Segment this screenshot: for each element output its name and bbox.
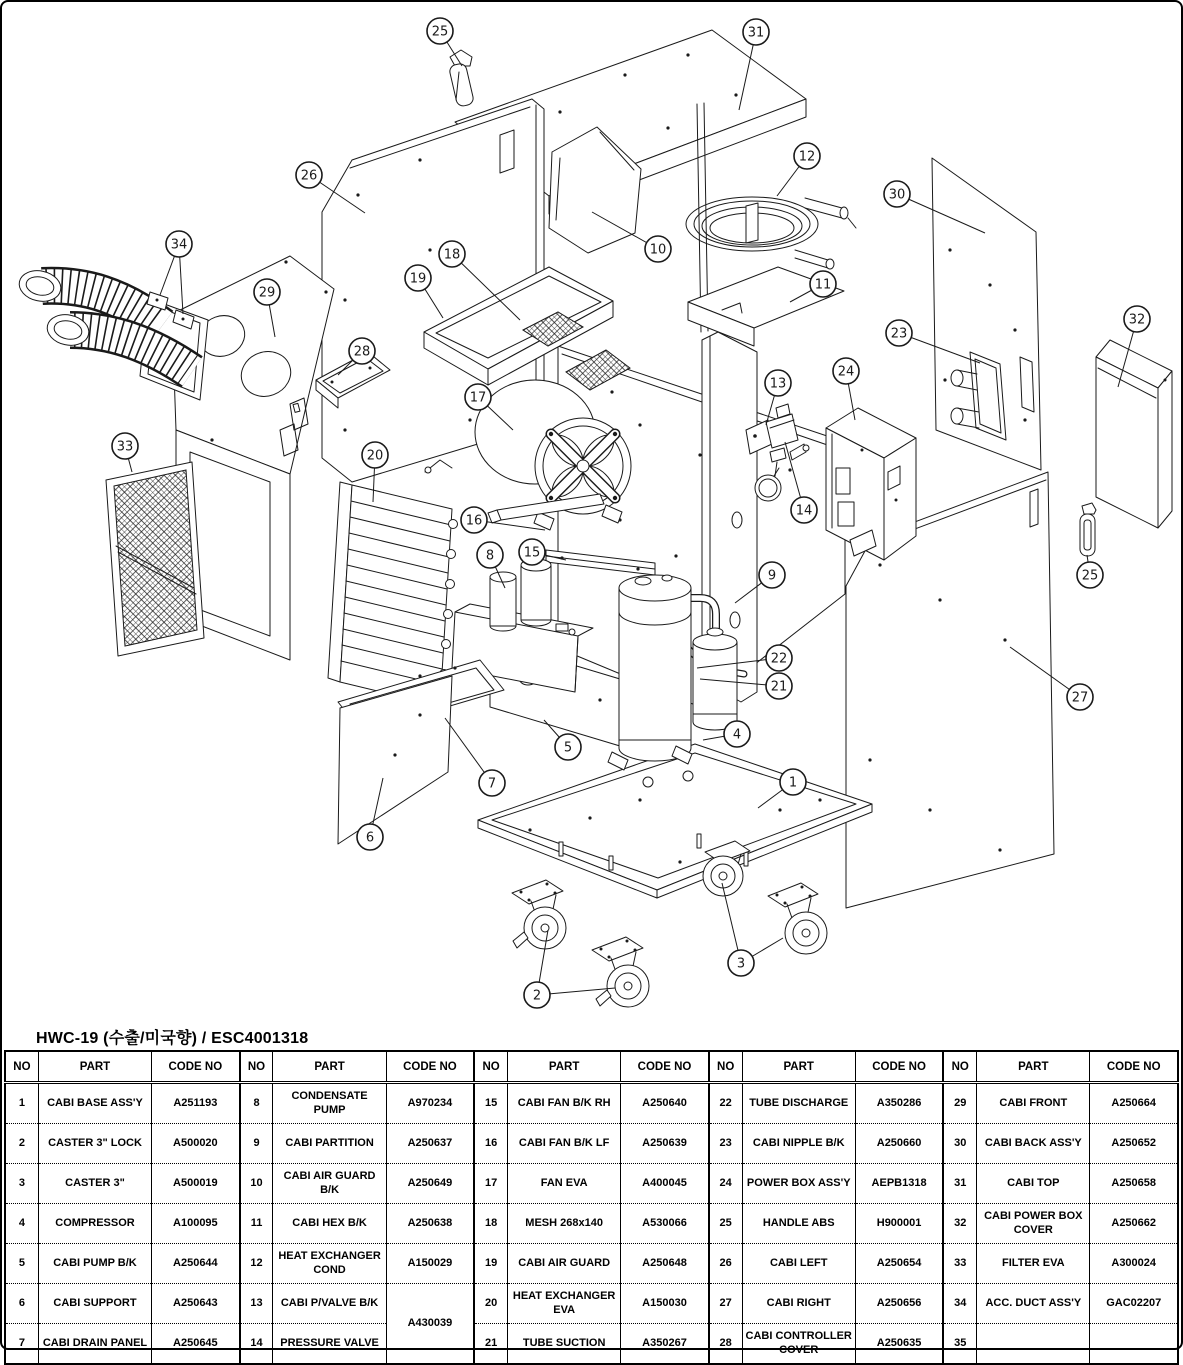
cell-part-20: HEAT EXCHANGER EVA [508,1284,621,1324]
cell-code-10: A250649 [386,1164,474,1204]
cell-no-5: 5 [5,1244,38,1284]
cell-code-34: GAC02207 [1090,1284,1178,1324]
part-32-power-box-cover [1096,340,1172,528]
cell-code-31: A250658 [1090,1164,1178,1204]
callout-number: 18 [443,247,461,263]
caster-lock-mid [592,937,649,1007]
cell-code-22: A350286 [855,1083,943,1124]
cell-no-29: 29 [943,1083,976,1124]
caster-right-front [768,883,827,954]
callout-number: 21 [770,679,788,695]
cell-no-2: 2 [5,1124,38,1164]
header-code-no-g2: CODE NO [621,1051,709,1083]
cell-no-4: 4 [5,1204,38,1244]
table-header-row [5,1051,1178,1083]
cell-no-3: 3 [5,1164,38,1204]
cell-code-18: A530066 [621,1204,709,1244]
part-25-handle-top [448,50,474,107]
header-part-g0: PART [38,1051,151,1083]
cell-part-10: CABI AIR GUARD B/K [273,1164,386,1204]
callout-number: 30 [888,187,906,203]
callout-number: 8 [485,548,495,564]
cell-part-18: MESH 268x140 [508,1204,621,1244]
cell-no-13: 13 [240,1284,273,1324]
cell-no-9: 9 [240,1124,273,1164]
part-1-base-assy [478,744,872,898]
cell-part-29: CABI FRONT [977,1083,1090,1124]
cell-no-6: 6 [5,1284,38,1324]
header-code-no-g3: CODE NO [855,1051,943,1083]
part-24-power-box [826,408,916,560]
callout-number: 20 [366,448,384,464]
cell-no-16: 16 [474,1124,507,1164]
cell-code-7: A250645 [152,1324,240,1365]
callout-number: 5 [563,740,573,756]
cell-code-6: A250643 [152,1284,240,1324]
cell-no-7: 7 [5,1324,38,1365]
callout-number: 12 [798,149,816,165]
cell-part-32: CABI POWER BOX COVER [977,1204,1090,1244]
cell-code-20: A150030 [621,1284,709,1324]
cell-part-27: CABI RIGHT [742,1284,855,1324]
cell-code-26: A250654 [855,1244,943,1284]
callout-number: 32 [1128,312,1146,328]
callout-number: 24 [837,364,855,380]
callout-number: 33 [116,439,134,455]
cell-code-35 [1090,1324,1178,1365]
part-20-hx-eva [328,460,458,706]
cell-part-19: CABI AIR GUARD [508,1244,621,1284]
cell-no-22: 22 [709,1083,742,1124]
cell-part-28: CABI CONTROLLER COVER [742,1324,855,1365]
header-no-g1: NO [240,1051,273,1083]
cell-no-32: 32 [943,1204,976,1244]
cell-part-30: CABI BACK ASS'Y [977,1124,1090,1164]
cell-no-25: 25 [709,1204,742,1244]
cell-part-34: ACC. DUCT ASS'Y [977,1284,1090,1324]
cell-code-17: A400045 [621,1164,709,1204]
cell-no-20: 20 [474,1284,507,1324]
cell-code-29: A250664 [1090,1083,1178,1124]
callout-number: 13 [769,376,787,392]
cell-part-3: CASTER 3" [38,1164,151,1204]
cell-part-23: CABI NIPPLE B/K [742,1124,855,1164]
cell-code-4: A100095 [152,1204,240,1244]
callout-number: 26 [300,168,318,184]
cell-part-11: CABI HEX B/K [273,1204,386,1244]
cell-code-33: A300024 [1090,1244,1178,1284]
callout-number: 4 [732,727,742,743]
cell-part-16: CABI FAN B/K LF [508,1124,621,1164]
cell-no-10: 10 [240,1164,273,1204]
cell-code-8: A970234 [386,1083,474,1124]
header-no-g3: NO [709,1051,742,1083]
header-part-g2: PART [508,1051,621,1083]
cell-no-14: 14 [240,1324,273,1365]
callout-number: 29 [258,285,276,301]
cell-no-33: 33 [943,1244,976,1284]
cell-code-19: A250648 [621,1244,709,1284]
header-no-g0: NO [5,1051,38,1083]
cell-part-6: CABI SUPPORT [38,1284,151,1324]
cell-code-23: A250660 [855,1124,943,1164]
callout-number: 16 [465,513,483,529]
part-33-filter-eva [106,462,204,656]
cell-no-23: 23 [709,1124,742,1164]
cell-no-18: 18 [474,1204,507,1244]
cell-no-1: 1 [5,1083,38,1124]
cell-code-13: A430039 [386,1284,474,1365]
table-row-3 [5,1164,1178,1204]
callout-12 [777,143,820,196]
cell-part-22: TUBE DISCHARGE [742,1083,855,1124]
cell-code-25: H900001 [855,1204,943,1244]
cell-code-30: A250652 [1090,1124,1178,1164]
cell-code-24: AEPB1318 [855,1164,943,1204]
cell-part-2: CASTER 3" LOCK [38,1124,151,1164]
callout-number: 19 [409,271,427,287]
header-part-g3: PART [742,1051,855,1083]
cell-code-15: A250640 [621,1083,709,1124]
cell-code-1: A251193 [152,1083,240,1124]
callout-number: 22 [770,651,788,667]
header-no-g2: NO [474,1051,507,1083]
callout-number: 7 [487,776,497,792]
cell-code-12: A150029 [386,1244,474,1284]
cell-part-1: CABI BASE ASS'Y [38,1083,151,1124]
cell-no-30: 30 [943,1124,976,1164]
callout-number: 1 [788,775,798,791]
callout-7 [445,718,505,796]
parts-table-wrap [4,1050,1179,1365]
cell-code-21: A350267 [621,1324,709,1365]
cell-no-34: 34 [943,1284,976,1324]
cell-code-16: A250639 [621,1124,709,1164]
cell-no-21: 21 [474,1324,507,1365]
drawing-title: HWC-19 (수출/미국향) / ESC4001318 [36,1029,309,1047]
cell-code-5: A250644 [152,1244,240,1284]
cell-code-11: A250638 [386,1204,474,1244]
cell-no-35: 35 [943,1324,976,1365]
callout-number: 31 [747,25,765,41]
cell-no-31: 31 [943,1164,976,1204]
cell-no-27: 27 [709,1284,742,1324]
table-row-5 [5,1244,1178,1284]
cell-part-13: CABI P/VALVE B/K [273,1284,386,1324]
cell-part-24: POWER BOX ASS'Y [742,1164,855,1204]
cell-no-26: 26 [709,1244,742,1284]
header-part-g1: PART [273,1051,386,1083]
callout-number: 11 [814,277,832,293]
table-row-1 [5,1083,1178,1124]
cell-part-35 [977,1324,1090,1365]
cell-part-17: FAN EVA [508,1164,621,1204]
cell-no-17: 17 [474,1164,507,1204]
cell-part-9: CABI PARTITION [273,1124,386,1164]
header-no-g4: NO [943,1051,976,1083]
cell-code-27: A250656 [855,1284,943,1324]
cell-no-19: 19 [474,1244,507,1284]
cell-part-5: CABI PUMP B/K [38,1244,151,1284]
header-code-no-g4: CODE NO [1090,1051,1178,1083]
cell-no-12: 12 [240,1244,273,1284]
table-row-4 [5,1204,1178,1244]
callout-number: 28 [353,344,371,360]
callout-number: 15 [523,545,541,561]
cell-code-2: A500020 [152,1124,240,1164]
callout-number: 27 [1071,690,1089,706]
header-part-g4: PART [977,1051,1090,1083]
cell-part-21: TUBE SUCTION [508,1324,621,1365]
callout-number: 10 [649,242,667,258]
table-row-7 [5,1324,1178,1365]
cell-part-15: CABI FAN B/K RH [508,1083,621,1124]
callout-number: 25 [431,24,449,40]
cell-no-8: 8 [240,1083,273,1124]
callout-number: 6 [365,830,375,846]
callout-number: 17 [469,390,487,406]
cell-code-9: A250637 [386,1124,474,1164]
cell-code-3: A500019 [152,1164,240,1204]
header-code-no-g0: CODE NO [152,1051,240,1083]
cell-part-4: COMPRESSOR [38,1204,151,1244]
part-12-hx-cond-coil [686,197,856,269]
cell-no-28: 28 [709,1324,742,1365]
cell-part-26: CABI LEFT [742,1244,855,1284]
table-row-6 [5,1284,1178,1324]
cell-no-11: 11 [240,1204,273,1244]
part-34-duct-assy [16,267,208,400]
cell-no-15: 15 [474,1083,507,1124]
cell-part-12: HEAT EXCHANGER COND [273,1244,386,1284]
cell-part-31: CABI TOP [977,1164,1090,1204]
cell-code-28: A250635 [855,1324,943,1365]
cell-part-14: PRESSURE VALVE [273,1324,386,1365]
callout-number: 25 [1081,568,1099,584]
cell-no-24: 24 [709,1164,742,1204]
cell-part-25: HANDLE ABS [742,1204,855,1244]
callout-number: 34 [170,237,188,253]
parts-table [4,1050,1179,1365]
cell-code-32: A250662 [1090,1204,1178,1244]
cell-part-7: CABI DRAIN PANEL [38,1324,151,1365]
callout-number: 14 [795,503,813,519]
caster-lock-left [512,880,566,949]
callout-number: 3 [736,956,746,972]
callout-number: 9 [767,568,777,584]
header-code-no-g1: CODE NO [386,1051,474,1083]
callout-number: 23 [890,326,908,342]
cell-part-8: CONDENSATE PUMP [273,1083,386,1124]
callout-33 [112,433,138,472]
cell-part-33: FILTER EVA [977,1244,1090,1284]
table-row-2 [5,1124,1178,1164]
callout-25 [1077,555,1103,588]
callout-number: 2 [532,988,542,1004]
part-25-handle-right [1080,503,1096,556]
